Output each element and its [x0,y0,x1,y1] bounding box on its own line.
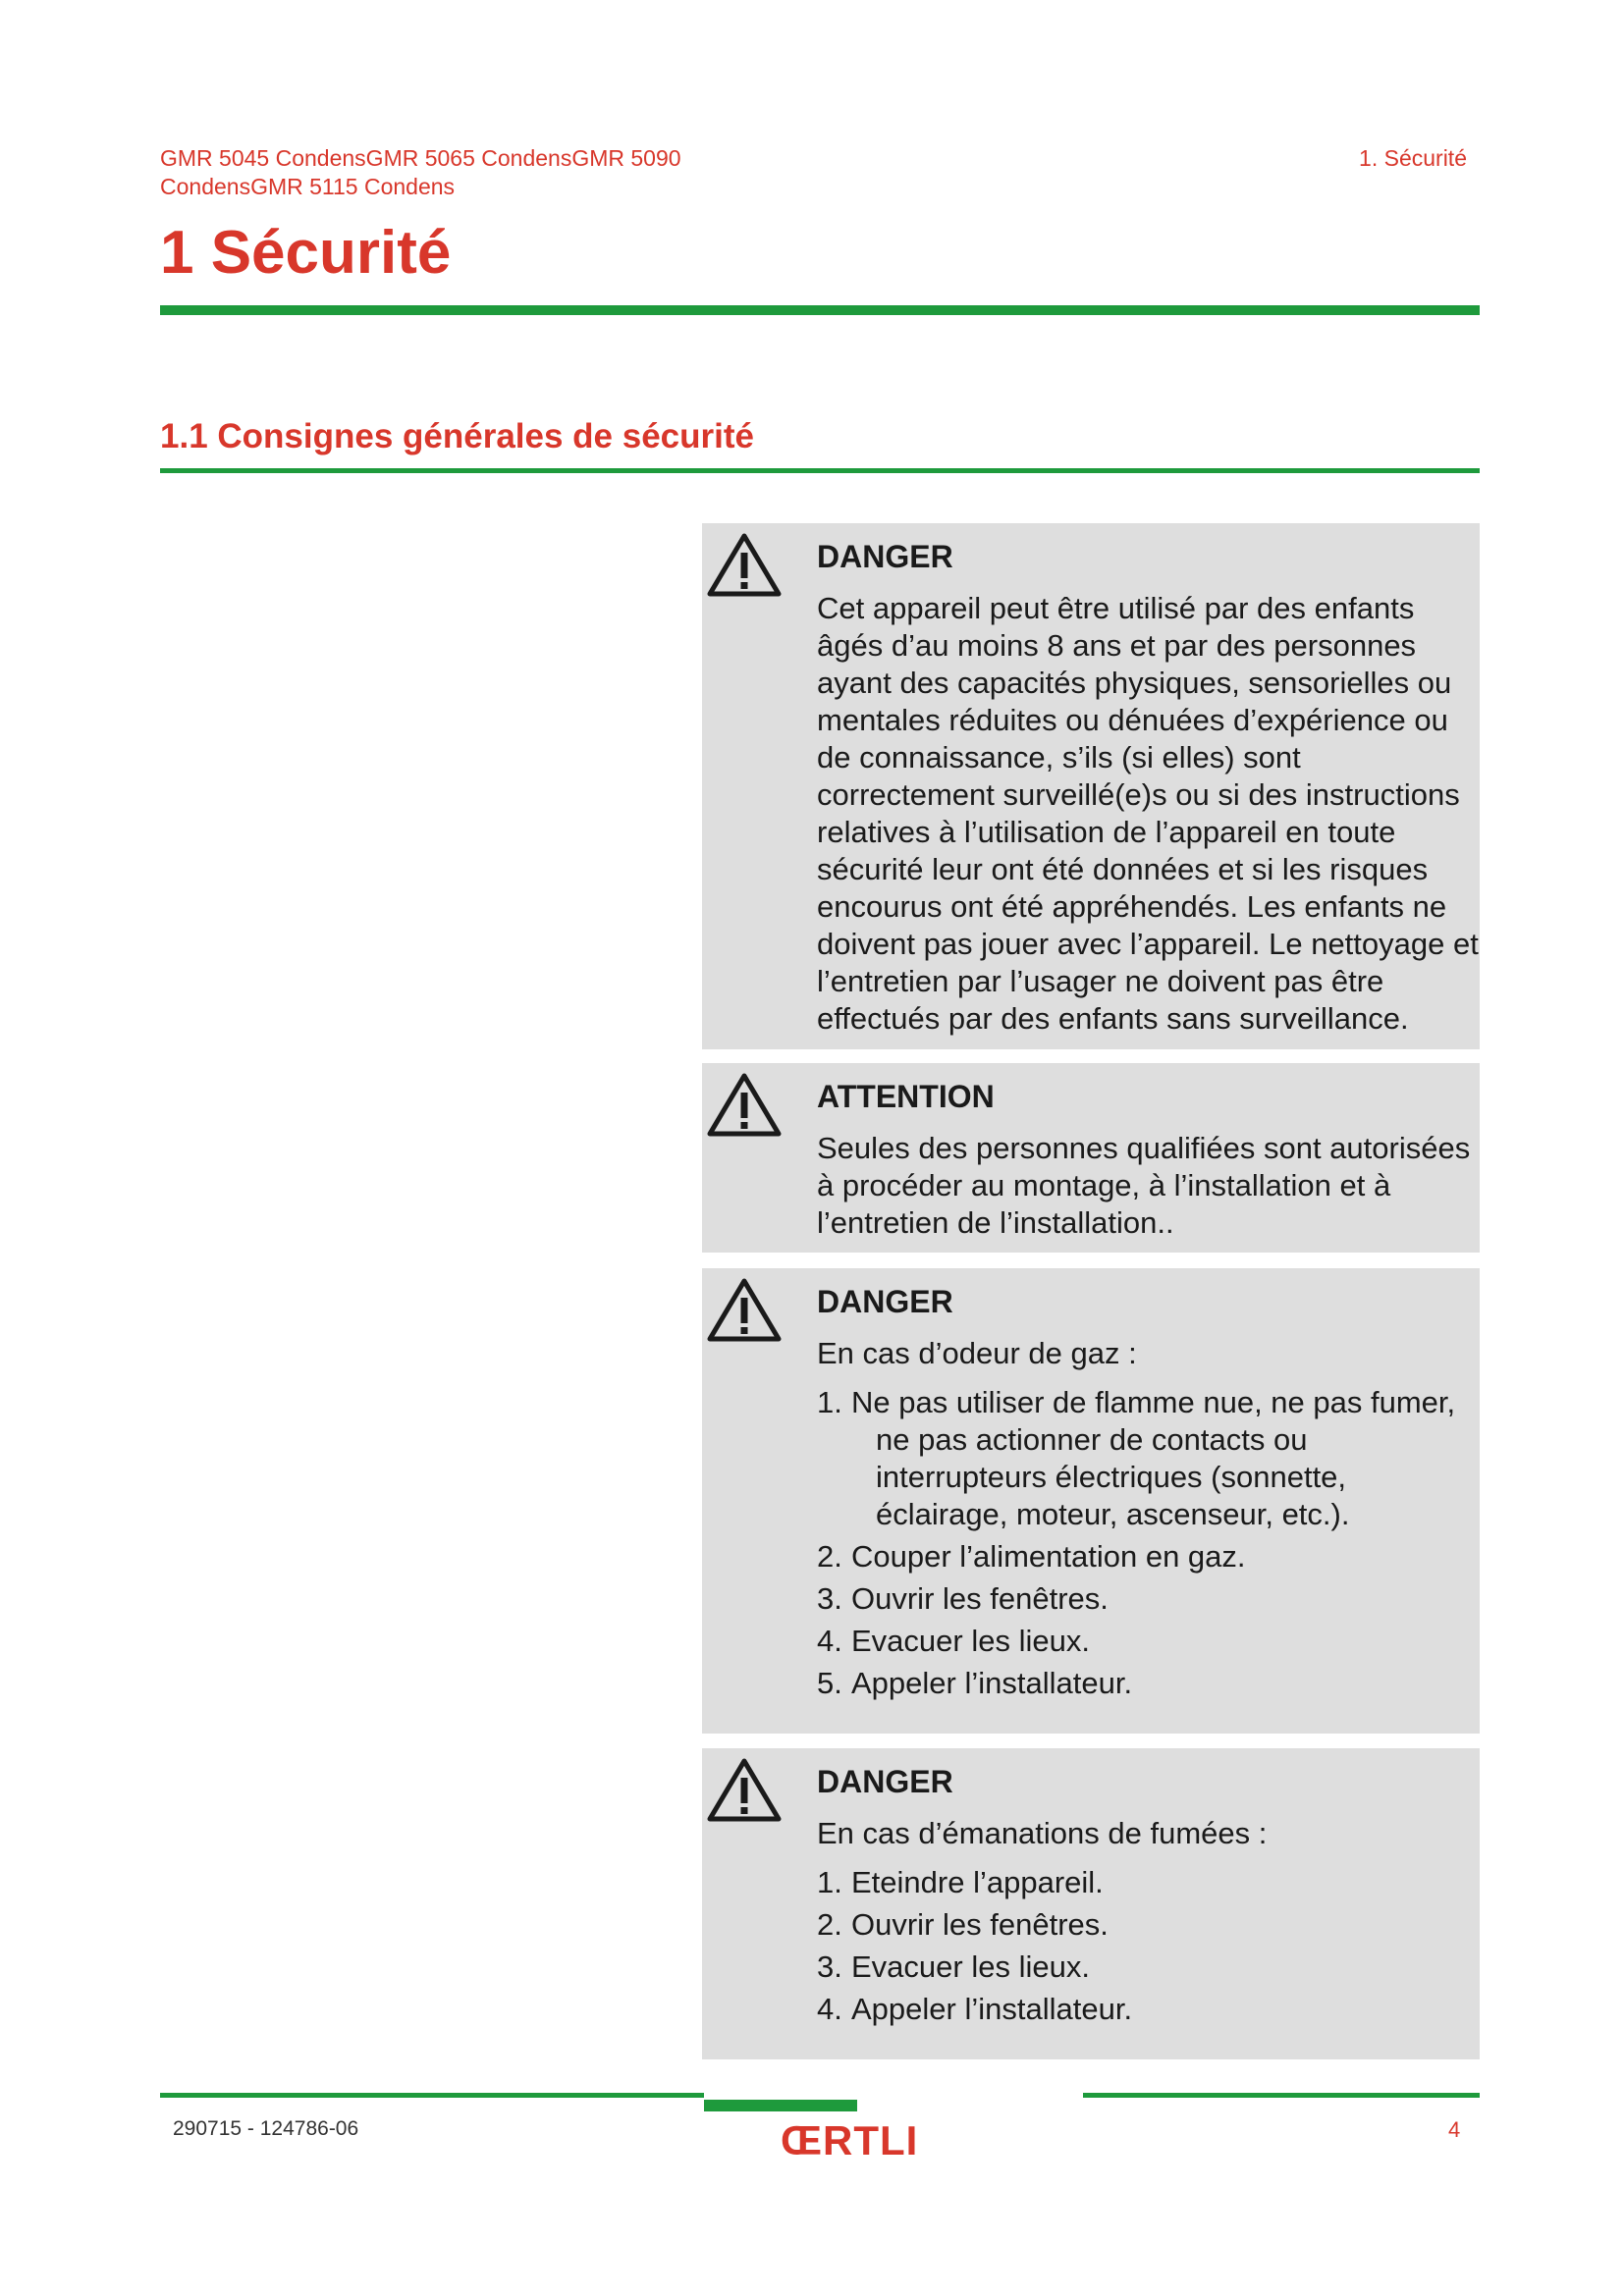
brand-logo: ŒRTLI [781,2117,919,2163]
warning-title: DANGER [817,1764,953,1799]
warning-triangle-icon [706,1756,783,1823]
logo-bar [704,2100,857,2111]
section-rule [160,468,1480,473]
warning-triangle-icon [706,1276,783,1343]
header-section-ref: 1. Sécurité [1359,145,1467,171]
section-title: 1.1 Consignes générales de sécurité [160,417,754,455]
warning-steps [817,1864,1480,2028]
footer-doc-code: 290715 - 124786-06 [173,2117,359,2140]
warning-box-danger-gas [702,1268,1480,1734]
warning-title: DANGER [817,539,953,574]
list-item: 5. Appeler l’installateur. [817,1666,1133,1700]
footer-rule [1083,2093,1480,2098]
warning-intro: En cas d’odeur de gaz : [817,1336,1137,1370]
list-item: 3. Evacuer les lieux. [817,1949,1090,1984]
warning-triangle-icon [706,531,783,598]
warning-box-danger-smoke [702,1748,1480,2059]
list-item: 1. Eteindre l’appareil. [817,1865,1104,1899]
chapter-rule [160,305,1480,315]
warning-title: DANGER [817,1284,953,1319]
warning-intro: En cas d’émanations de fumées : [817,1816,1268,1850]
list-item: 1. Ne pas utiliser de flamme nue, ne pas fumer, ne pas actionner de contacts ou interrupteurs électriques (sonnette, éclairage, moteur, ascenseur, etc.). [817,1385,1456,1531]
footer-rule [160,2093,704,2098]
page-number: 4 [1448,2117,1461,2142]
chapter-title: 1 Sécurité [160,219,452,287]
list-item: 4. Appeler l’installateur. [817,1992,1133,2026]
header-models: GMR 5045 CondensGMR 5065 CondensGMR 5090 CondensGMR 5115 Condens [160,145,681,199]
warning-steps [817,1384,1480,1702]
list-item: 2. Ouvrir les fenêtres. [817,1907,1109,1942]
warning-triangle-icon [706,1071,783,1138]
warning-text: Cet appareil peut être utilisé par des enfants âgés d’au moins 8 ans et par des personnes ayant des capacités physiques, sensorielles ou mentales réduites ou dénuées d’expérience ou de connaissance, s’ils (si elles) sont correctement surveillé(e)s ou si des instructions relatives à l’utilisation de l’appareil en toute sécurité leur ont été données et si les risques encourus ont été appréhendés. Les enfants ne doivent pas jouer avec l’appareil. Le nettoyage et l’entretien par l’usager ne doivent pas être effectués par des enfants sans surveillance. [817,591,1479,1036]
warning-box-danger-children [702,523,1480,1049]
warning-title: ATTENTION [817,1079,995,1114]
list-item: 3. Ouvrir les fenêtres. [817,1581,1109,1616]
list-item: 4. Evacuer les lieux. [817,1624,1090,1658]
warning-box-attention [702,1063,1480,1253]
list-item: 2. Couper l’alimentation en gaz. [817,1539,1246,1574]
warning-text: Seules des personnes qualifiées sont autorisées à procéder au montage, à l’installation et à l’entretien de l’installation.. [817,1131,1471,1240]
